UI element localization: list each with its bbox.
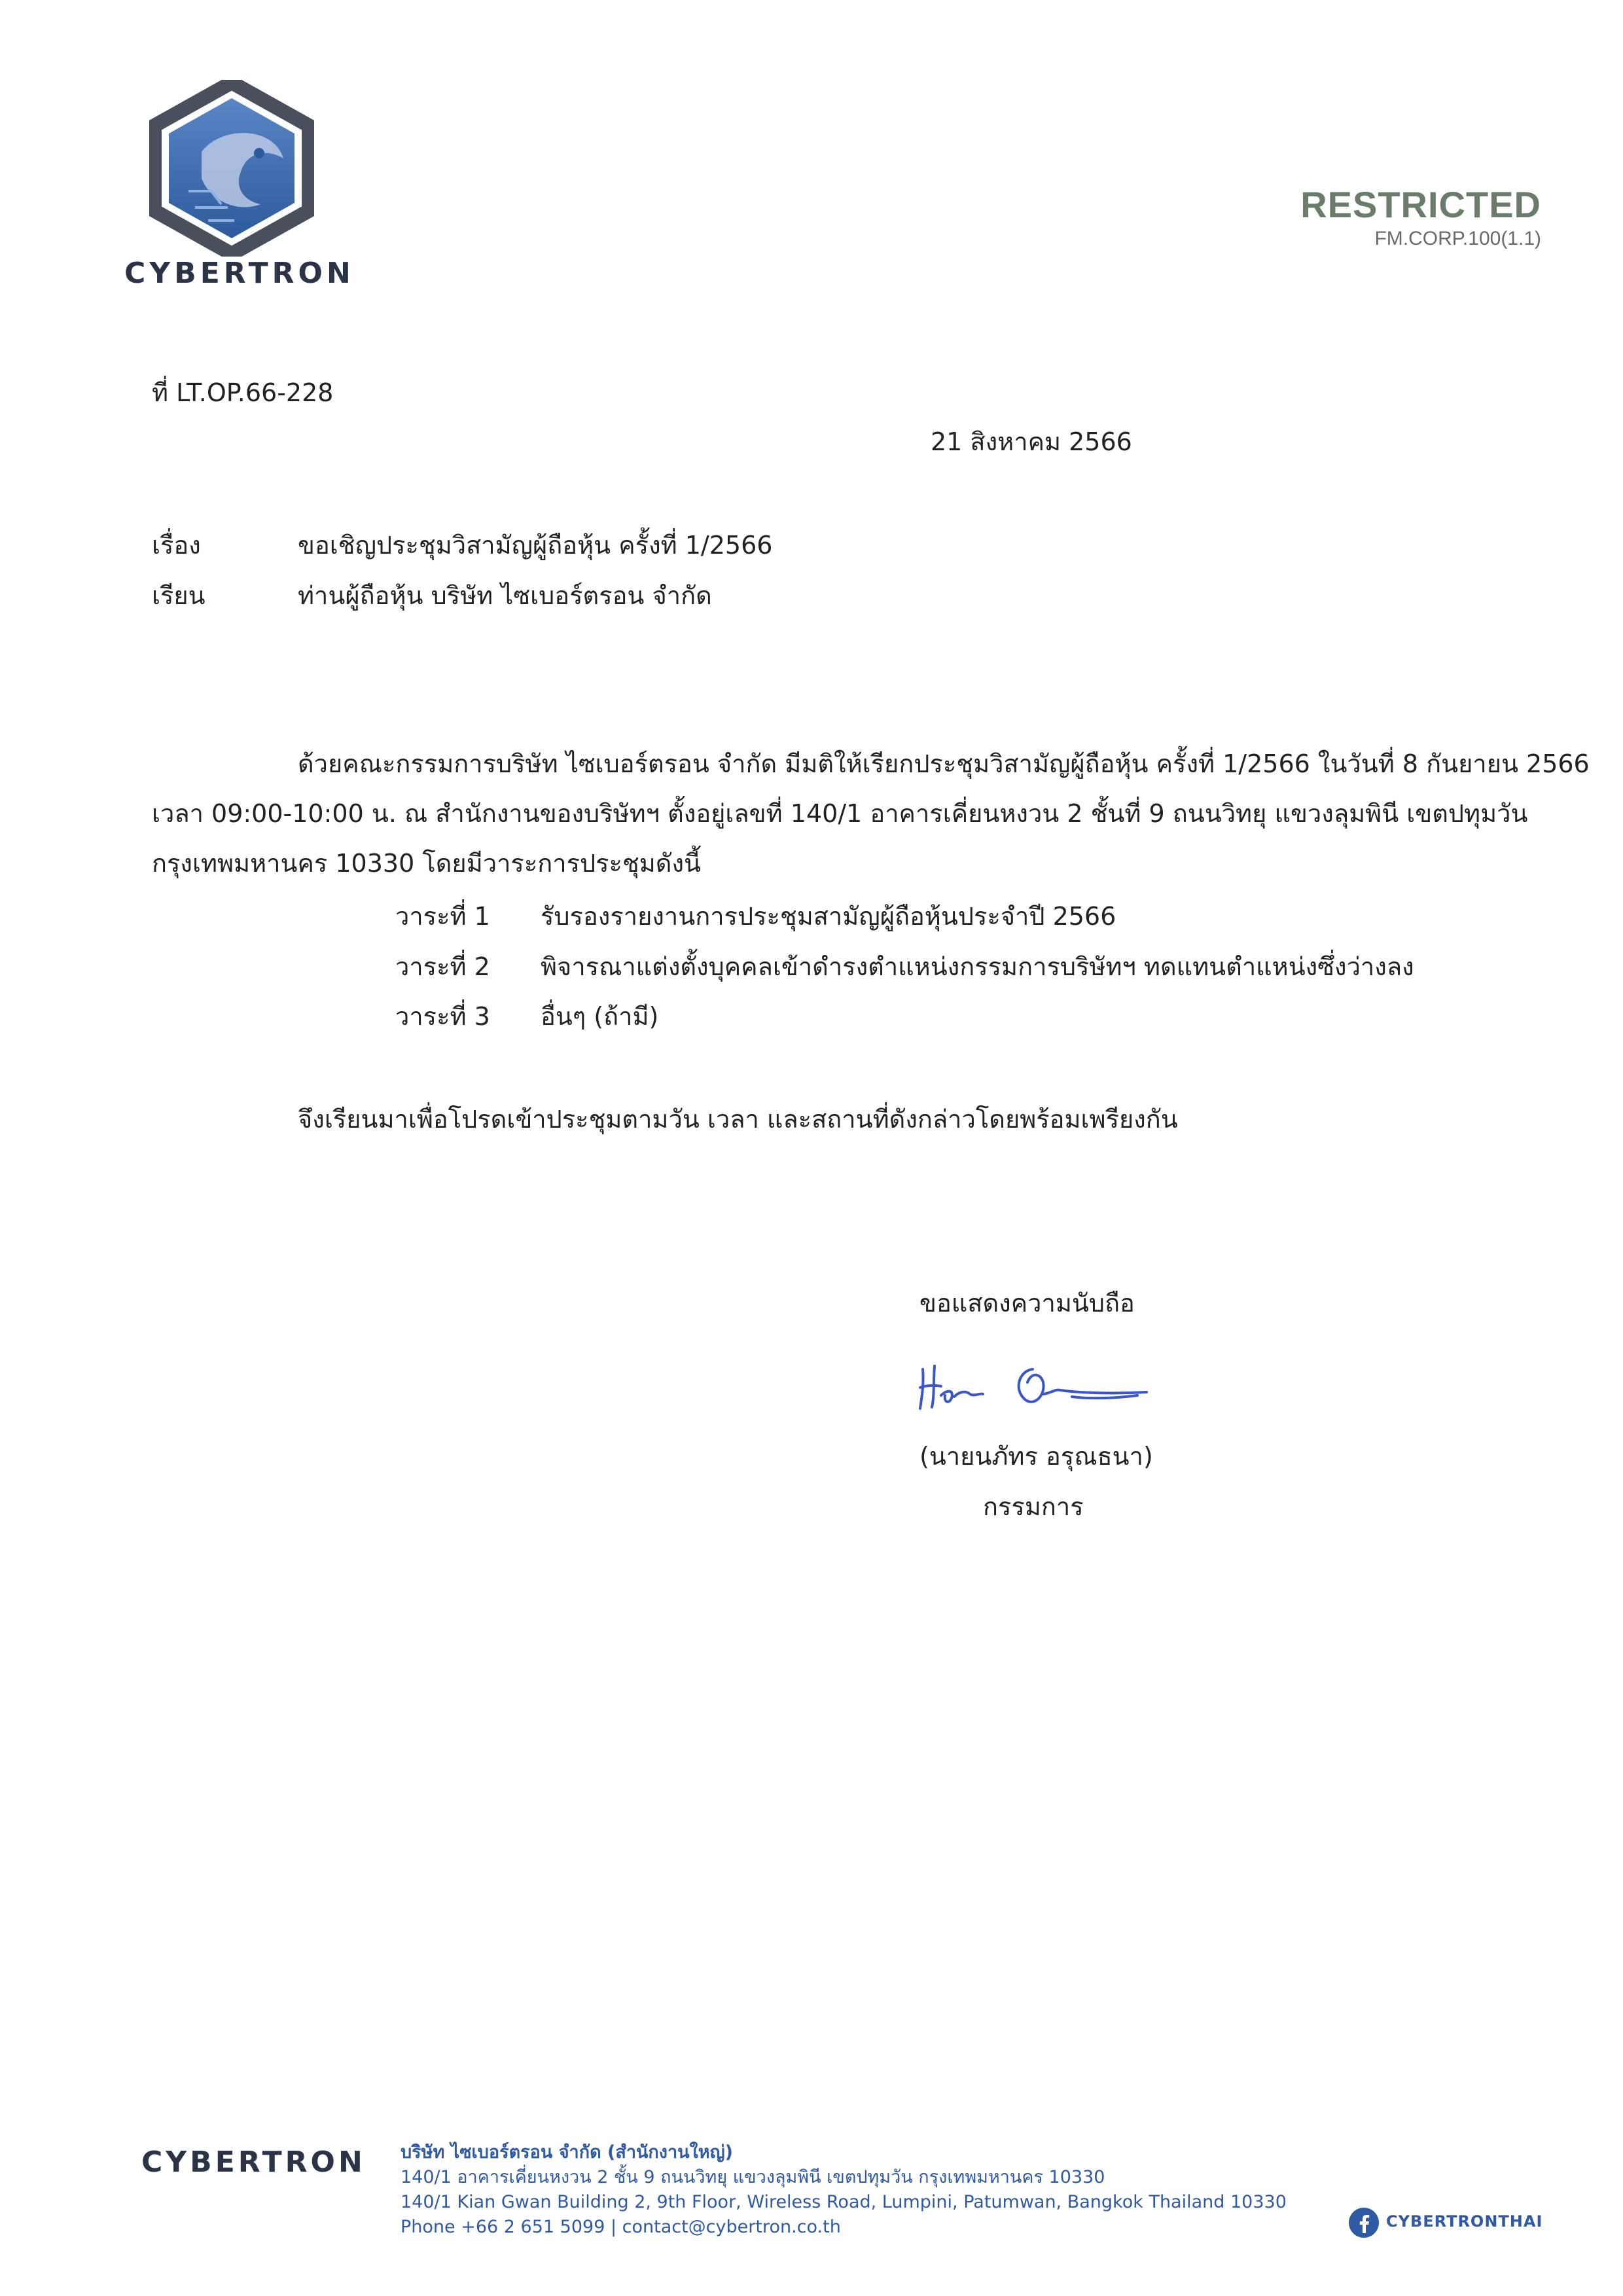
body-line: เวลา 09:00-10:00 น. ณ สำนักงานของบริษัทฯ ตั้งอยู่เลขที่ 140/1 อาคารเคี่ยนหงวน 2 ชั้นที่ 9 ถนนวิทยุ แขวงลุมพินี เขตปทุมวัน (152, 799, 1528, 828)
subject-text: ขอเชิญประชุมวิสามัญผู้ถือหุ้น ครั้งที่ 1/2566 (298, 531, 773, 560)
complimentary-close: ขอแสดงความนับถือ (919, 1289, 1135, 1318)
company-logo-wordmark: CYBERTRON (124, 257, 355, 290)
agenda-item-text: รับรองรายงานการประชุมสามัญผู้ถือหุ้นประจำปี 2566 (541, 902, 1116, 931)
letter-date: 21 สิงหาคม 2566 (931, 427, 1132, 456)
facebook-handle[interactable]: CYBERTRONTHAI (1386, 2212, 1543, 2231)
closing-paragraph: จึงเรียนมาเพื่อโปรดเข้าประชุมตามวัน เวลา และสถานที่ดังกล่าวโดยพร้อมเพรียงกัน (298, 1105, 1178, 1134)
body-line: ด้วยคณะกรรมการบริษัท ไซเบอร์ตรอน จำกัด มีมติให้เรียกประชุมวิสามัญผู้ถือหุ้น ครั้งที่ 1/2566 ในวันที่ 8 กันยายน 2566 (298, 749, 1590, 778)
recipient-label: เรียน (152, 581, 205, 610)
company-logo-emblem (149, 80, 314, 257)
footer-address-thai: 140/1 อาคารเคี่ยนหงวน 2 ชั้น 9 ถนนวิทยุ แขวงลุมพินี เขตปทุมวัน กรุงเทพมหานคร 10330 (401, 2167, 1105, 2187)
classification-label: RESTRICTED (1300, 184, 1541, 225)
signer-name: (นายนภัทร อรุณธนา) (919, 1442, 1153, 1471)
footer-contact: Phone +66 2 651 5099 | contact@cybertron.co.th (401, 2217, 841, 2237)
handwritten-signature (915, 1356, 1150, 1415)
footer-company-name: บริษัท ไซเบอร์ตรอน จำกัด (สำนักงานใหญ่) (401, 2142, 733, 2162)
agenda-item-label: วาระที่ 3 (395, 1002, 490, 1031)
form-code: FM.CORP.100(1.1) (1374, 228, 1541, 249)
footer-logo-wordmark: CYBERTRON (141, 2145, 366, 2179)
subject-label: เรื่อง (152, 531, 201, 560)
agenda-item-label: วาระที่ 1 (395, 902, 490, 931)
reference-number: ที่ LT.OP.66-228 (152, 378, 334, 407)
signer-title: กรรมการ (983, 1492, 1084, 1521)
footer-address-english: 140/1 Kian Gwan Building 2, 9th Floor, Wireless Road, Lumpini, Patumwan, Bangkok Thailand 10330 (401, 2192, 1287, 2212)
agenda-item-text: อื่นๆ (ถ้ามี) (541, 1002, 659, 1031)
agenda-item-text: พิจารณาแต่งตั้งบุคคลเข้าดำรงตำแหน่งกรรมการบริษัทฯ ทดแทนตำแหน่งซึ่งว่างลง (541, 952, 1414, 981)
body-line: กรุงเทพมหานคร 10330 โดยมีวาระการประชุมดังนี้ (152, 849, 701, 878)
facebook-icon[interactable] (1348, 2207, 1380, 2238)
agenda-item-label: วาระที่ 2 (395, 952, 490, 981)
recipient-text: ท่านผู้ถือหุ้น บริษัท ไซเบอร์ตรอน จำกัด (298, 581, 712, 610)
